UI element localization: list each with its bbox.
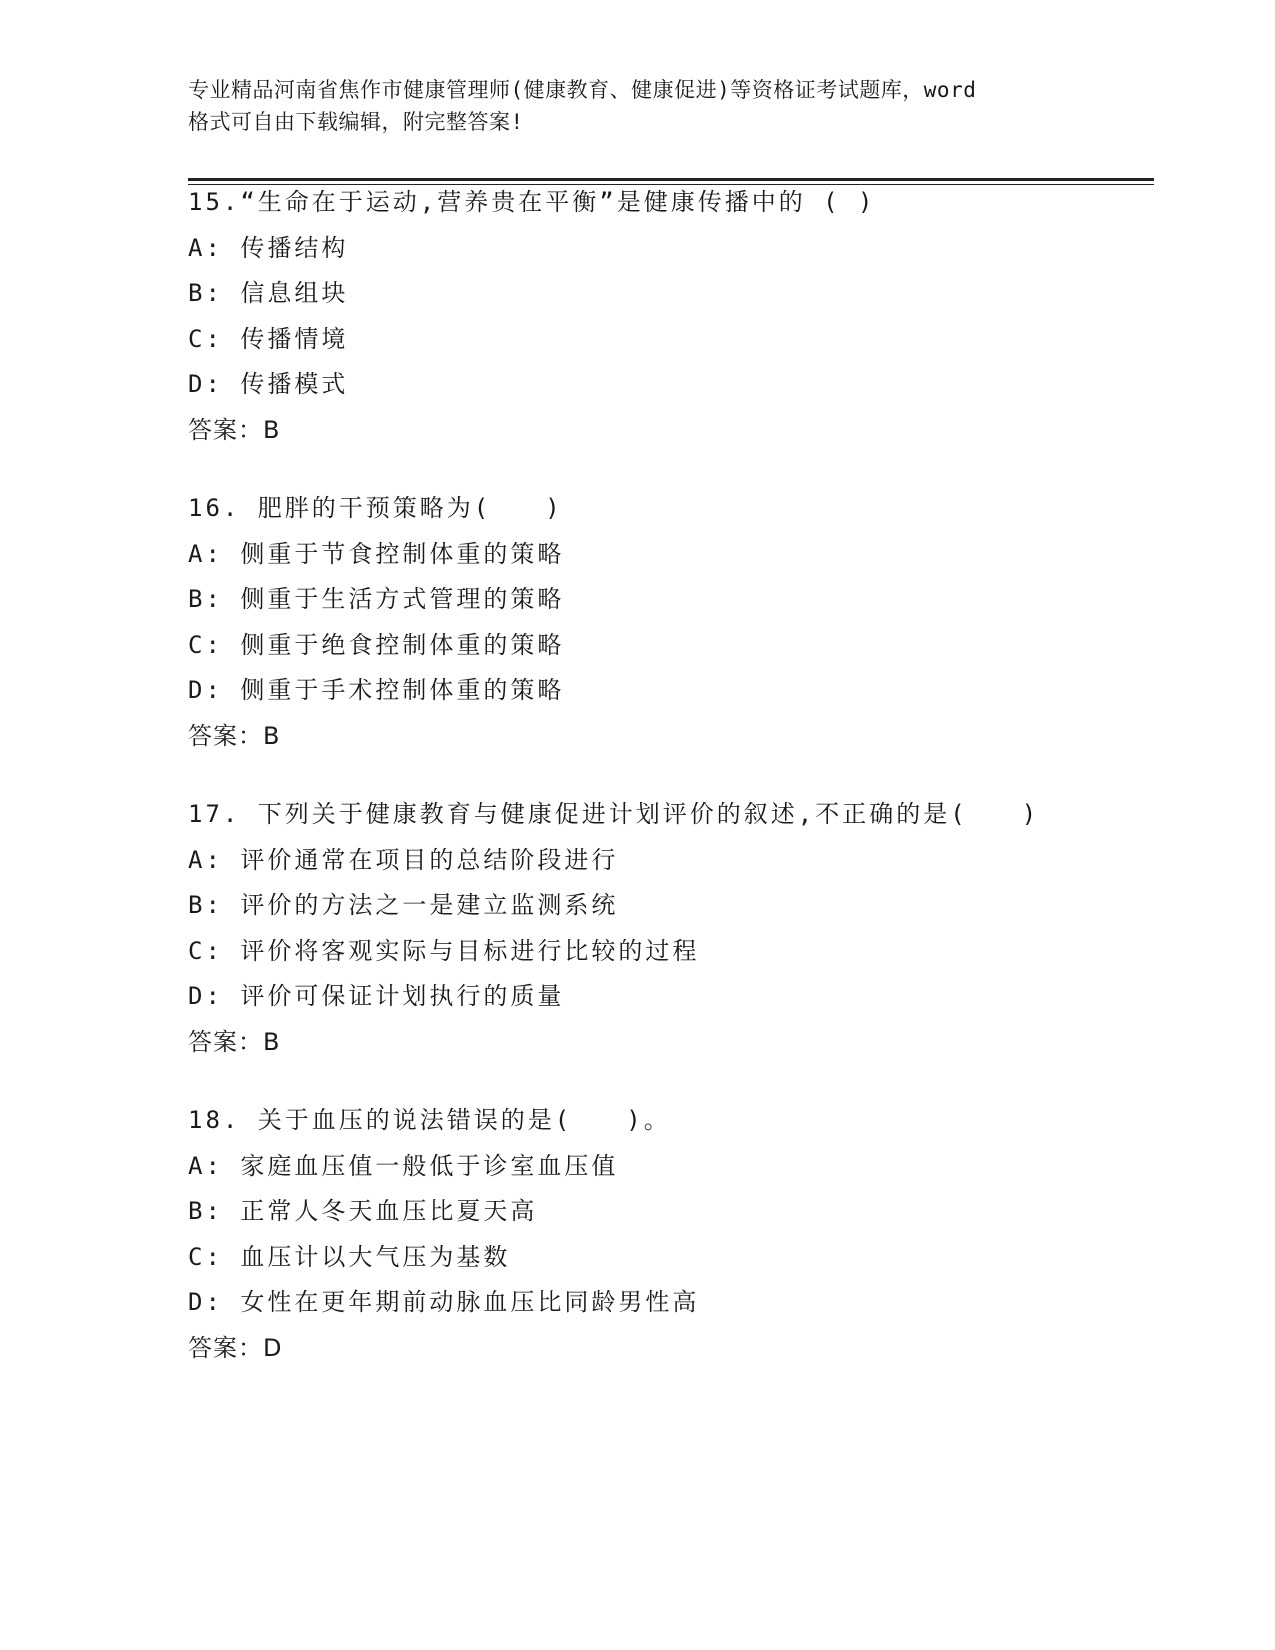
option-b: B: 正常人冬天血压比夏天高 xyxy=(188,1197,538,1225)
question-15 xyxy=(188,180,1148,453)
option-a: A: 侧重于节食控制体重的策略 xyxy=(188,539,565,568)
question-stem: 18. 关于血压的说法错误的是( )。 xyxy=(188,1106,671,1134)
option-d: D: 评价可保证计划执行的质量 xyxy=(188,982,565,1010)
document-header xyxy=(188,74,1088,138)
question-stem: 17. 下列关于健康教育与健康促进计划评价的叙述,不正确的是( ) xyxy=(188,800,1040,828)
answer: 答案：B xyxy=(188,415,281,444)
option-d: D: 女性在更年期前动脉血压比同龄男性高 xyxy=(188,1288,700,1316)
option-d: D: 侧重于手术控制体重的策略 xyxy=(188,676,565,704)
question-18 xyxy=(188,1098,1148,1371)
header-line-1: 专业精品河南省焦作市健康管理师(健康教育、健康促进)等资格证考试题库，word xyxy=(188,78,977,102)
option-a: A: 传播结构 xyxy=(188,233,349,262)
answer: 答案：B xyxy=(188,1027,281,1056)
question-16 xyxy=(188,486,1148,759)
header-line-2: 格式可自由下载编辑，附完整答案! xyxy=(188,110,524,134)
question-stem: 16. 肥胖的干预策略为( ) xyxy=(188,494,563,522)
answer: 答案：D xyxy=(188,1333,283,1362)
option-a: A: 家庭血压值一般低于诊室血压值 xyxy=(188,1151,619,1180)
question-17 xyxy=(188,792,1148,1065)
option-c: C: 传播情境 xyxy=(188,324,349,353)
option-b: B: 评价的方法之一是建立监测系统 xyxy=(188,891,619,919)
question-stem: 15.“生命在于运动,营养贵在平衡”是健康传播中的 ( ) xyxy=(188,188,876,216)
option-c: C: 评价将客观实际与目标进行比较的过程 xyxy=(188,936,700,965)
option-b: B: 信息组块 xyxy=(188,279,349,307)
option-c: C: 血压计以大气压为基数 xyxy=(188,1242,511,1271)
answer: 答案：B xyxy=(188,721,281,750)
option-d: D: 传播模式 xyxy=(188,370,349,398)
option-c: C: 侧重于绝食控制体重的策略 xyxy=(188,630,565,659)
option-a: A: 评价通常在项目的总结阶段进行 xyxy=(188,845,619,874)
option-b: B: 侧重于生活方式管理的策略 xyxy=(188,585,565,613)
